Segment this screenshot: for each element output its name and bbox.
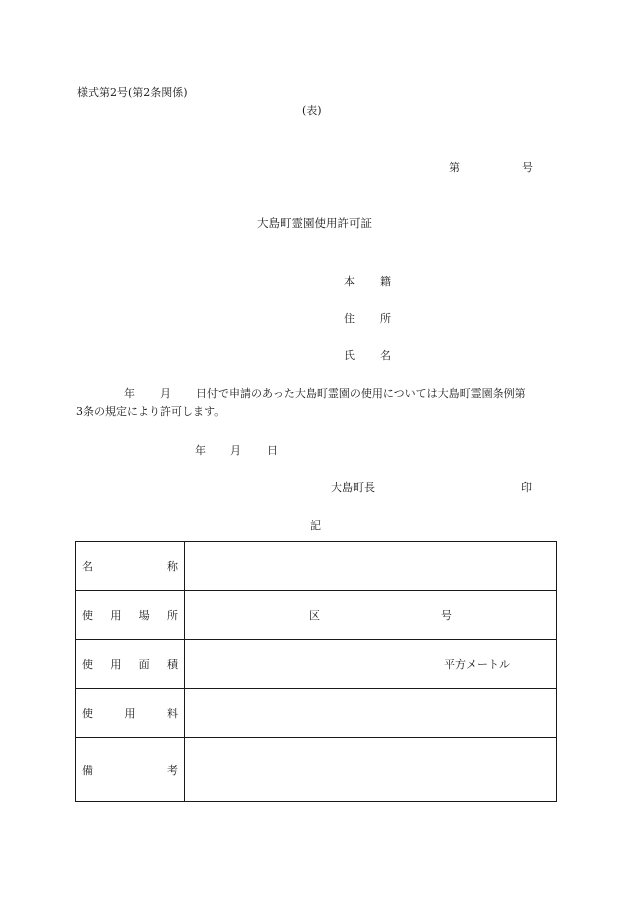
date-month: 月 <box>230 444 241 457</box>
value-area <box>185 640 557 689</box>
field-honseki-char-2: 籍 <box>380 275 391 288</box>
field-shimei-char-1: 氏 <box>344 349 355 362</box>
label-char: 備 <box>82 763 93 777</box>
label-char: 使 <box>82 658 93 671</box>
number-dai: 第 <box>449 161 460 174</box>
label-char: 考 <box>167 763 178 777</box>
label-char: 面 <box>138 658 150 671</box>
form-number-label: 様式第2号(第2条関係) <box>77 86 188 99</box>
label-char: 積 <box>166 658 178 671</box>
ki-heading: 記 <box>310 519 321 532</box>
label-area <box>76 640 185 689</box>
table-row <box>76 542 557 591</box>
face-label: (表) <box>302 104 322 117</box>
label-name <box>76 542 185 591</box>
table-row <box>76 738 557 802</box>
body-day-text: 日付で申請のあった大島町霊園の使用については大島町霊園条例第 <box>196 387 526 400</box>
field-shimei-char-2: 名 <box>380 349 391 362</box>
body-text-line-2: 3条の規定により許可します。 <box>76 405 226 418</box>
value-remarks <box>185 738 557 802</box>
ku-label: 区 <box>309 609 320 622</box>
label-char: 料 <box>167 707 178 720</box>
table-row <box>76 689 557 738</box>
field-jusho-char-2: 所 <box>380 312 391 325</box>
value-location <box>185 591 557 640</box>
table-row <box>76 640 557 689</box>
value-name <box>185 542 557 591</box>
body-text-line-1 <box>76 388 556 402</box>
label-char: 用 <box>124 707 136 720</box>
date-year: 年 <box>195 444 206 457</box>
label-char: 所 <box>166 609 178 622</box>
permit-details-table <box>75 541 557 802</box>
label-char: 使 <box>82 707 93 720</box>
body-year: 年 <box>124 387 135 400</box>
field-honseki-char-1: 本 <box>344 275 355 288</box>
seal-mark: 印 <box>521 481 532 494</box>
label-char: 場 <box>138 609 150 622</box>
label-location <box>76 591 185 640</box>
label-char: 称 <box>167 560 178 573</box>
page-title: 大島町霊園使用許可証 <box>257 216 372 230</box>
table-row <box>76 591 557 640</box>
label-remarks <box>76 738 185 802</box>
number-go: 号 <box>522 161 533 174</box>
label-char: 用 <box>110 609 122 622</box>
value-fee <box>185 689 557 738</box>
label-fee <box>76 689 185 738</box>
issuer-name: 大島町長 <box>331 481 375 494</box>
date-day: 日 <box>267 444 278 457</box>
field-jusho-char-1: 住 <box>344 312 355 325</box>
area-unit: 平方メートル <box>444 658 510 671</box>
label-char: 用 <box>110 658 122 671</box>
label-char: 使 <box>82 609 93 622</box>
issue-date <box>195 445 285 459</box>
go-label: 号 <box>441 609 452 622</box>
label-char: 名 <box>82 560 93 573</box>
body-month: 月 <box>160 387 171 400</box>
